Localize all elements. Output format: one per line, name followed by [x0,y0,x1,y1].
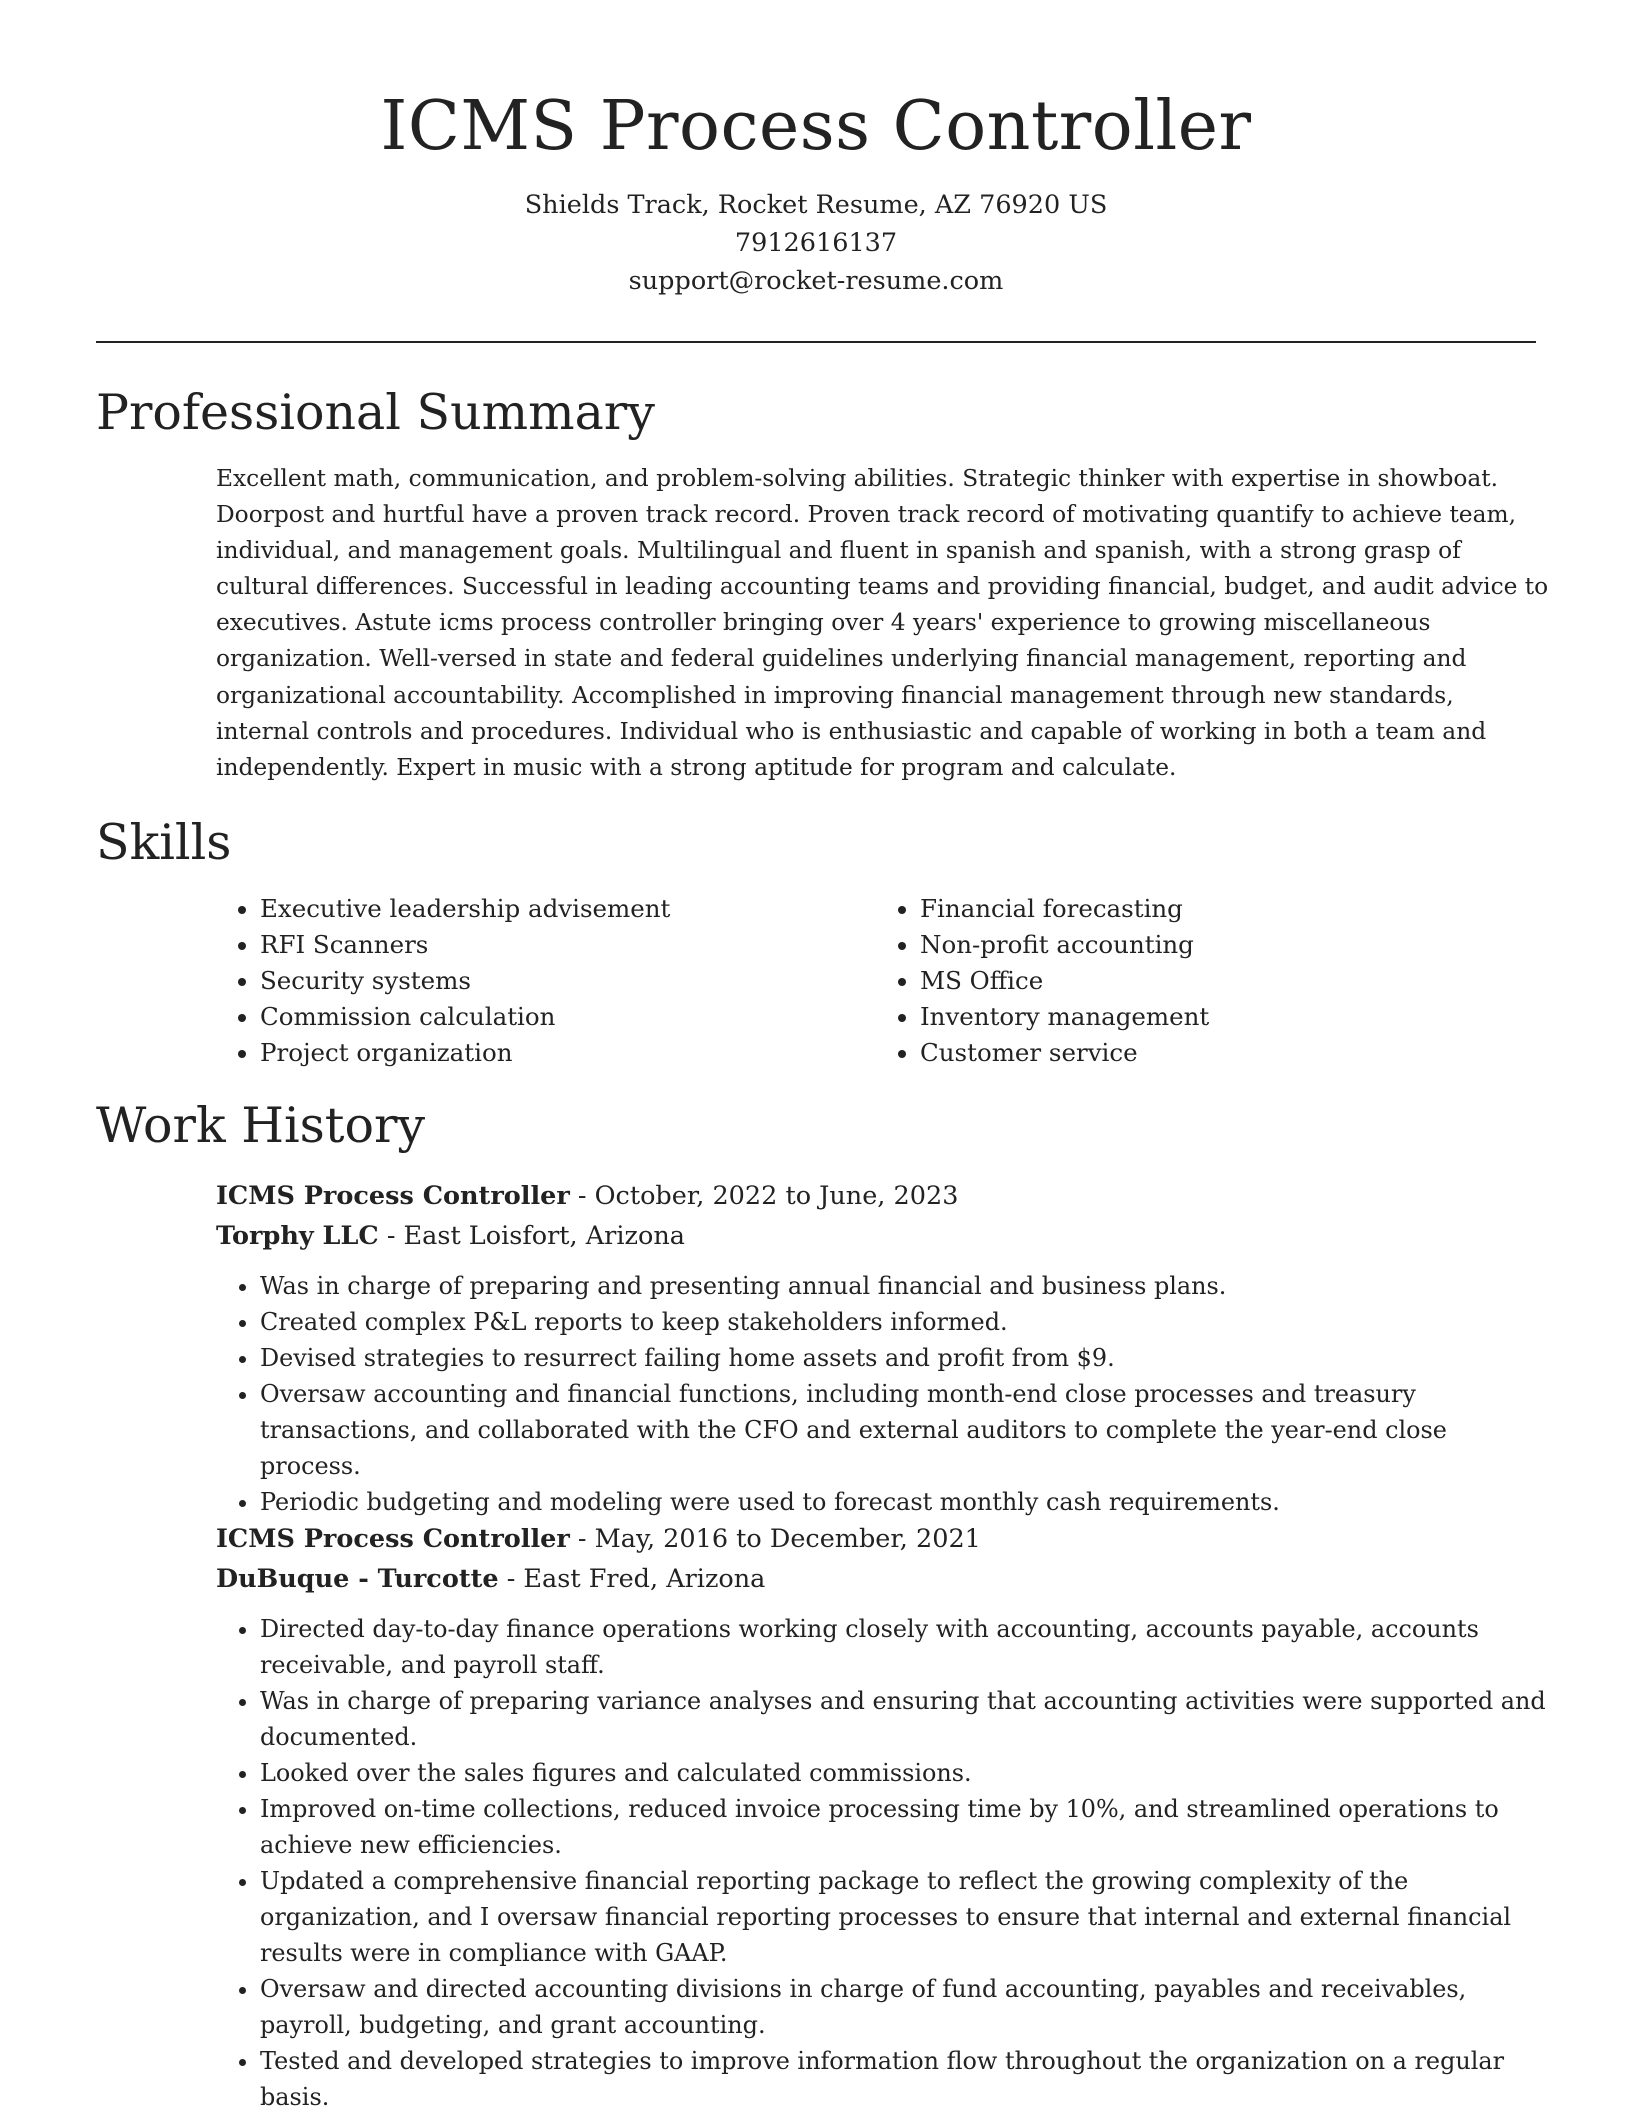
job-entry [216,1176,1551,1520]
job-position: ICMS Process Controller [216,1524,570,1554]
resume-header [0,0,1632,300]
skills-heading: Skills [96,814,232,871]
job-title-line [216,1176,1551,1216]
skills-list [216,891,1536,1071]
skill-item: • Customer service [920,1035,1536,1071]
summary-text: Excellent math, communication, and problem-solving abilities. Strategic thinker with expertise in showboat. Doorpost and hurtful have a proven track record. Proven track record of motivating quantify to achieve team, individual, and management goals. Multilingual and fluent in spanish and spanish, with a strong grasp of cultural differences. Successful in leading accounting teams and providing financial, budget, and audit advice to executives. Astute icms process controller bringing over 4 years' experience to growing miscellaneous organization. Well-versed in state and federal guidelines underlying financial management, reporting and organizational accountability. Accomplished in improving financial management through new standards, internal controls and procedures. Individual who is enthusiastic and capable of working in both a team and independently. Expert in music with a strong aptitude for program and calculate. [216,465,1549,781]
contact-email: support@rocket-resume.com [628,266,1004,296]
job-duty: • Was in charge of preparing variance analyses and ensuring that accounting activities were supported and documented. [260,1683,1551,1755]
job-duty: • Was in charge of preparing and presenting annual financial and business plans. [260,1268,1551,1304]
skills-column-right [876,891,1536,1071]
job-duties [216,1611,1551,2115]
contact-address: Shields Track, Rocket Resume, AZ 76920 US [524,190,1108,220]
job-dates: - October, 2022 to June, 2023 [569,1181,959,1211]
job-location: - East Loisfort, Arizona [378,1221,685,1251]
skill-item: • MS Office [920,963,1536,999]
skill-item: • Security systems [260,963,876,999]
summary-heading: Professional Summary [96,384,655,441]
job-duty: • Improved on-time collections, reduced invoice processing time by 10%, and streamlined operations to achieve new efficiencies. [260,1791,1551,1863]
job-duties [216,1268,1551,1520]
header-divider [96,341,1536,343]
skill-item: • Financial forecasting [920,891,1536,927]
job-company-line [216,1216,1551,1256]
job-duty: • Devised strategies to resurrect failing home assets and profit from $9. [260,1340,1551,1376]
contact-info [0,186,1632,300]
skills-column-left [216,891,876,1071]
job-duty: • Oversaw and directed accounting divisions in charge of fund accounting, payables and receivables, payroll, budgeting, and grant accounting. [260,1971,1551,2043]
work-history-heading: Work History [96,1097,426,1154]
job-duty: • Looked over the sales figures and calculated commissions. [260,1755,1551,1791]
job-company-line [216,1559,1551,1599]
skill-item: • Project organization [260,1035,876,1071]
job-duty: • Directed day-to-day finance operations working closely with accounting, accounts payable, accounts receivable, and payroll staff. [260,1611,1551,1683]
job-duty: • Oversaw accounting and financial functions, including month-end close processes and treasury transactions, and collaborated with the CFO and external auditors to complete the year-end close process. [260,1376,1551,1484]
candidate-name: ICMS Process Controller [380,87,1252,166]
job-duty: • Tested and developed strategies to improve information flow throughout the organization on a regular basis. [260,2043,1551,2115]
job-duty: • Periodic budgeting and modeling were used to forecast monthly cash requirements. [260,1484,1551,1520]
job-location: - East Fred, Arizona [498,1564,766,1594]
skill-item: • Non-profit accounting [920,927,1536,963]
skill-item: • Executive leadership advisement [260,891,876,927]
skill-item: • Inventory management [920,999,1536,1035]
skill-item: • RFI Scanners [260,927,876,963]
job-duty: • Updated a comprehensive financial reporting package to reflect the growing complexity of the organization, and I oversaw financial reporting processes to ensure that internal and external financial results were in compliance with GAAP. [260,1863,1551,1971]
job-title-line [216,1519,1551,1559]
job-company: Torphy LLC [216,1221,379,1251]
job-position: ICMS Process Controller [216,1181,570,1211]
contact-phone: 7912616137 [734,228,898,258]
job-company: DuBuque - Turcotte [216,1564,499,1594]
job-entry [216,1519,1551,2115]
job-dates: - May, 2016 to December, 2021 [569,1524,981,1554]
job-duty: • Created complex P&L reports to keep stakeholders informed. [260,1304,1551,1340]
skill-item: • Commission calculation [260,999,876,1035]
